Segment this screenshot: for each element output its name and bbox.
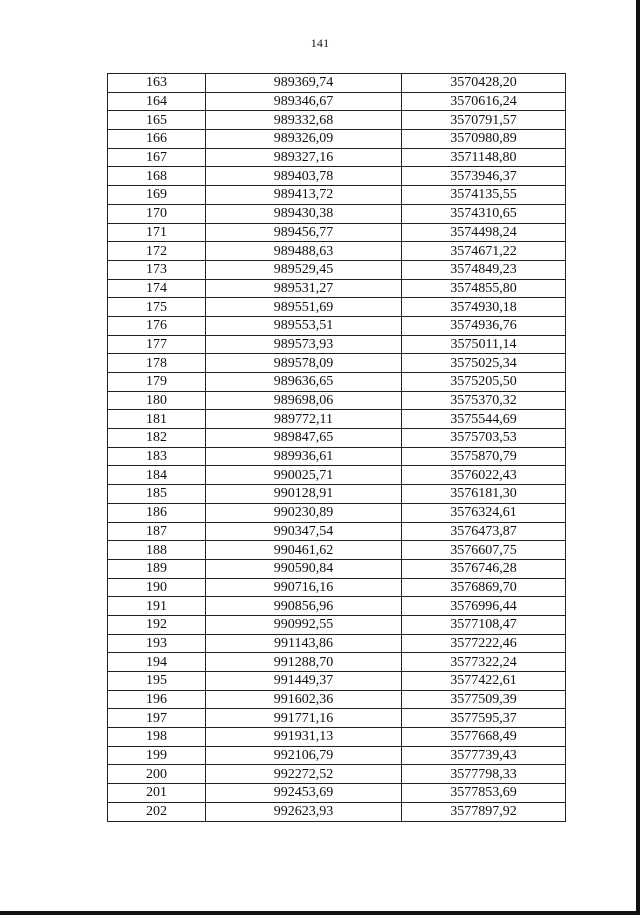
x-coordinate-cell: 990716,16 xyxy=(206,578,402,597)
point-number-cell: 183 xyxy=(108,447,206,466)
y-coordinate-cell: 3574855,80 xyxy=(402,279,566,298)
y-coordinate-cell: 3575544,69 xyxy=(402,410,566,429)
x-coordinate-cell: 992106,79 xyxy=(206,746,402,765)
table-row xyxy=(108,765,566,784)
table-row xyxy=(108,541,566,560)
y-coordinate-cell: 3576473,87 xyxy=(402,522,566,541)
y-coordinate-cell: 3577509,39 xyxy=(402,690,566,709)
point-number-cell: 169 xyxy=(108,186,206,205)
point-number-cell: 197 xyxy=(108,709,206,728)
y-coordinate-cell: 3575025,34 xyxy=(402,354,566,373)
y-coordinate-cell: 3575870,79 xyxy=(402,447,566,466)
page-number: 141 xyxy=(310,36,330,50)
point-number-cell: 176 xyxy=(108,316,206,335)
x-coordinate-cell: 990230,89 xyxy=(206,503,402,522)
point-number-cell: 165 xyxy=(108,111,206,130)
y-coordinate-cell: 3574930,18 xyxy=(402,298,566,317)
y-coordinate-cell: 3570428,20 xyxy=(402,74,566,93)
x-coordinate-cell: 991602,36 xyxy=(206,690,402,709)
y-coordinate-cell: 3570616,24 xyxy=(402,92,566,111)
table-row xyxy=(108,74,566,93)
x-coordinate-cell: 991931,13 xyxy=(206,728,402,747)
point-number-cell: 196 xyxy=(108,690,206,709)
table-row xyxy=(108,260,566,279)
point-number-cell: 170 xyxy=(108,204,206,223)
x-coordinate-cell: 989636,65 xyxy=(206,373,402,392)
table-row xyxy=(108,186,566,205)
table-row xyxy=(108,391,566,410)
x-coordinate-cell: 990347,54 xyxy=(206,522,402,541)
x-coordinate-cell: 989403,78 xyxy=(206,167,402,186)
x-coordinate-cell: 989488,63 xyxy=(206,242,402,261)
x-coordinate-cell: 990025,71 xyxy=(206,466,402,485)
y-coordinate-cell: 3575370,32 xyxy=(402,391,566,410)
table-row xyxy=(108,298,566,317)
table-row xyxy=(108,522,566,541)
table-row xyxy=(108,466,566,485)
y-coordinate-cell: 3577798,33 xyxy=(402,765,566,784)
table-row xyxy=(108,615,566,634)
point-number-cell: 191 xyxy=(108,597,206,616)
x-coordinate-cell: 992272,52 xyxy=(206,765,402,784)
x-coordinate-cell: 989531,27 xyxy=(206,279,402,298)
point-number-cell: 193 xyxy=(108,634,206,653)
table-row xyxy=(108,204,566,223)
table-row xyxy=(108,279,566,298)
table-row xyxy=(108,559,566,578)
y-coordinate-cell: 3576996,44 xyxy=(402,597,566,616)
point-number-cell: 186 xyxy=(108,503,206,522)
point-number-cell: 173 xyxy=(108,260,206,279)
point-number-cell: 172 xyxy=(108,242,206,261)
point-number-cell: 180 xyxy=(108,391,206,410)
y-coordinate-cell: 3577739,43 xyxy=(402,746,566,765)
y-coordinate-cell: 3577595,37 xyxy=(402,709,566,728)
table-row xyxy=(108,709,566,728)
x-coordinate-cell: 991143,86 xyxy=(206,634,402,653)
y-coordinate-cell: 3575205,50 xyxy=(402,373,566,392)
y-coordinate-cell: 3574671,22 xyxy=(402,242,566,261)
x-coordinate-cell: 989551,69 xyxy=(206,298,402,317)
x-coordinate-cell: 989430,38 xyxy=(206,204,402,223)
y-coordinate-cell: 3574936,76 xyxy=(402,316,566,335)
x-coordinate-cell: 989772,11 xyxy=(206,410,402,429)
table-row xyxy=(108,148,566,167)
x-coordinate-cell: 989413,72 xyxy=(206,186,402,205)
y-coordinate-cell: 3573946,37 xyxy=(402,167,566,186)
y-coordinate-cell: 3576869,70 xyxy=(402,578,566,597)
x-coordinate-cell: 989456,77 xyxy=(206,223,402,242)
table-row xyxy=(108,578,566,597)
x-coordinate-cell: 989847,65 xyxy=(206,429,402,448)
point-number-cell: 192 xyxy=(108,615,206,634)
x-coordinate-cell: 990856,96 xyxy=(206,597,402,616)
point-number-cell: 185 xyxy=(108,485,206,504)
point-number-cell: 166 xyxy=(108,130,206,149)
x-coordinate-cell: 991288,70 xyxy=(206,653,402,672)
table-row xyxy=(108,373,566,392)
y-coordinate-cell: 3571148,80 xyxy=(402,148,566,167)
y-coordinate-cell: 3577668,49 xyxy=(402,728,566,747)
y-coordinate-cell: 3576324,61 xyxy=(402,503,566,522)
x-coordinate-cell: 989346,67 xyxy=(206,92,402,111)
point-number-cell: 181 xyxy=(108,410,206,429)
y-coordinate-cell: 3575011,14 xyxy=(402,335,566,354)
y-coordinate-cell: 3574135,55 xyxy=(402,186,566,205)
point-number-cell: 198 xyxy=(108,728,206,747)
y-coordinate-cell: 3570980,89 xyxy=(402,130,566,149)
y-coordinate-cell: 3576607,75 xyxy=(402,541,566,560)
table-row xyxy=(108,92,566,111)
x-coordinate-cell: 989327,16 xyxy=(206,148,402,167)
point-number-cell: 184 xyxy=(108,466,206,485)
y-coordinate-cell: 3576181,30 xyxy=(402,485,566,504)
coordinates-table-body xyxy=(108,74,566,822)
point-number-cell: 194 xyxy=(108,653,206,672)
table-row xyxy=(108,746,566,765)
point-number-cell: 167 xyxy=(108,148,206,167)
point-number-cell: 195 xyxy=(108,672,206,691)
x-coordinate-cell: 989573,93 xyxy=(206,335,402,354)
x-coordinate-cell: 991449,37 xyxy=(206,672,402,691)
point-number-cell: 175 xyxy=(108,298,206,317)
table-row xyxy=(108,223,566,242)
table-row xyxy=(108,354,566,373)
x-coordinate-cell: 989332,68 xyxy=(206,111,402,130)
x-coordinate-cell: 989578,09 xyxy=(206,354,402,373)
point-number-cell: 163 xyxy=(108,74,206,93)
y-coordinate-cell: 3577422,61 xyxy=(402,672,566,691)
table-row xyxy=(108,802,566,821)
x-coordinate-cell: 990590,84 xyxy=(206,559,402,578)
point-number-cell: 168 xyxy=(108,167,206,186)
x-coordinate-cell: 991771,16 xyxy=(206,709,402,728)
y-coordinate-cell: 3575703,53 xyxy=(402,429,566,448)
table-row xyxy=(108,130,566,149)
y-coordinate-cell: 3577853,69 xyxy=(402,784,566,803)
coordinates-table xyxy=(107,73,566,822)
x-coordinate-cell: 989698,06 xyxy=(206,391,402,410)
point-number-cell: 178 xyxy=(108,354,206,373)
point-number-cell: 202 xyxy=(108,802,206,821)
x-coordinate-cell: 989553,51 xyxy=(206,316,402,335)
table-row xyxy=(108,653,566,672)
table-row xyxy=(108,167,566,186)
point-number-cell: 190 xyxy=(108,578,206,597)
table-row xyxy=(108,672,566,691)
y-coordinate-cell: 3577322,24 xyxy=(402,653,566,672)
y-coordinate-cell: 3576746,28 xyxy=(402,559,566,578)
table-row xyxy=(108,242,566,261)
x-coordinate-cell: 989326,09 xyxy=(206,130,402,149)
table-row xyxy=(108,410,566,429)
y-coordinate-cell: 3574310,65 xyxy=(402,204,566,223)
point-number-cell: 188 xyxy=(108,541,206,560)
y-coordinate-cell: 3577108,47 xyxy=(402,615,566,634)
table-row xyxy=(108,335,566,354)
x-coordinate-cell: 989529,45 xyxy=(206,260,402,279)
point-number-cell: 182 xyxy=(108,429,206,448)
x-coordinate-cell: 992623,93 xyxy=(206,802,402,821)
table-row xyxy=(108,429,566,448)
table-row xyxy=(108,634,566,653)
y-coordinate-cell: 3574849,23 xyxy=(402,260,566,279)
point-number-cell: 171 xyxy=(108,223,206,242)
table-row xyxy=(108,111,566,130)
point-number-cell: 179 xyxy=(108,373,206,392)
point-number-cell: 187 xyxy=(108,522,206,541)
x-coordinate-cell: 989369,74 xyxy=(206,74,402,93)
point-number-cell: 174 xyxy=(108,279,206,298)
point-number-cell: 201 xyxy=(108,784,206,803)
table-row xyxy=(108,485,566,504)
table-row xyxy=(108,316,566,335)
point-number-cell: 200 xyxy=(108,765,206,784)
x-coordinate-cell: 990461,62 xyxy=(206,541,402,560)
table-row xyxy=(108,447,566,466)
x-coordinate-cell: 990992,55 xyxy=(206,615,402,634)
point-number-cell: 199 xyxy=(108,746,206,765)
x-coordinate-cell: 990128,91 xyxy=(206,485,402,504)
table-row xyxy=(108,690,566,709)
point-number-cell: 164 xyxy=(108,92,206,111)
y-coordinate-cell: 3570791,57 xyxy=(402,111,566,130)
y-coordinate-cell: 3577222,46 xyxy=(402,634,566,653)
table-row xyxy=(108,784,566,803)
point-number-cell: 177 xyxy=(108,335,206,354)
y-coordinate-cell: 3576022,43 xyxy=(402,466,566,485)
y-coordinate-cell: 3574498,24 xyxy=(402,223,566,242)
y-coordinate-cell: 3577897,92 xyxy=(402,802,566,821)
x-coordinate-cell: 989936,61 xyxy=(206,447,402,466)
x-coordinate-cell: 992453,69 xyxy=(206,784,402,803)
point-number-cell: 189 xyxy=(108,559,206,578)
table-row xyxy=(108,503,566,522)
table-row xyxy=(108,597,566,616)
table-row xyxy=(108,728,566,747)
